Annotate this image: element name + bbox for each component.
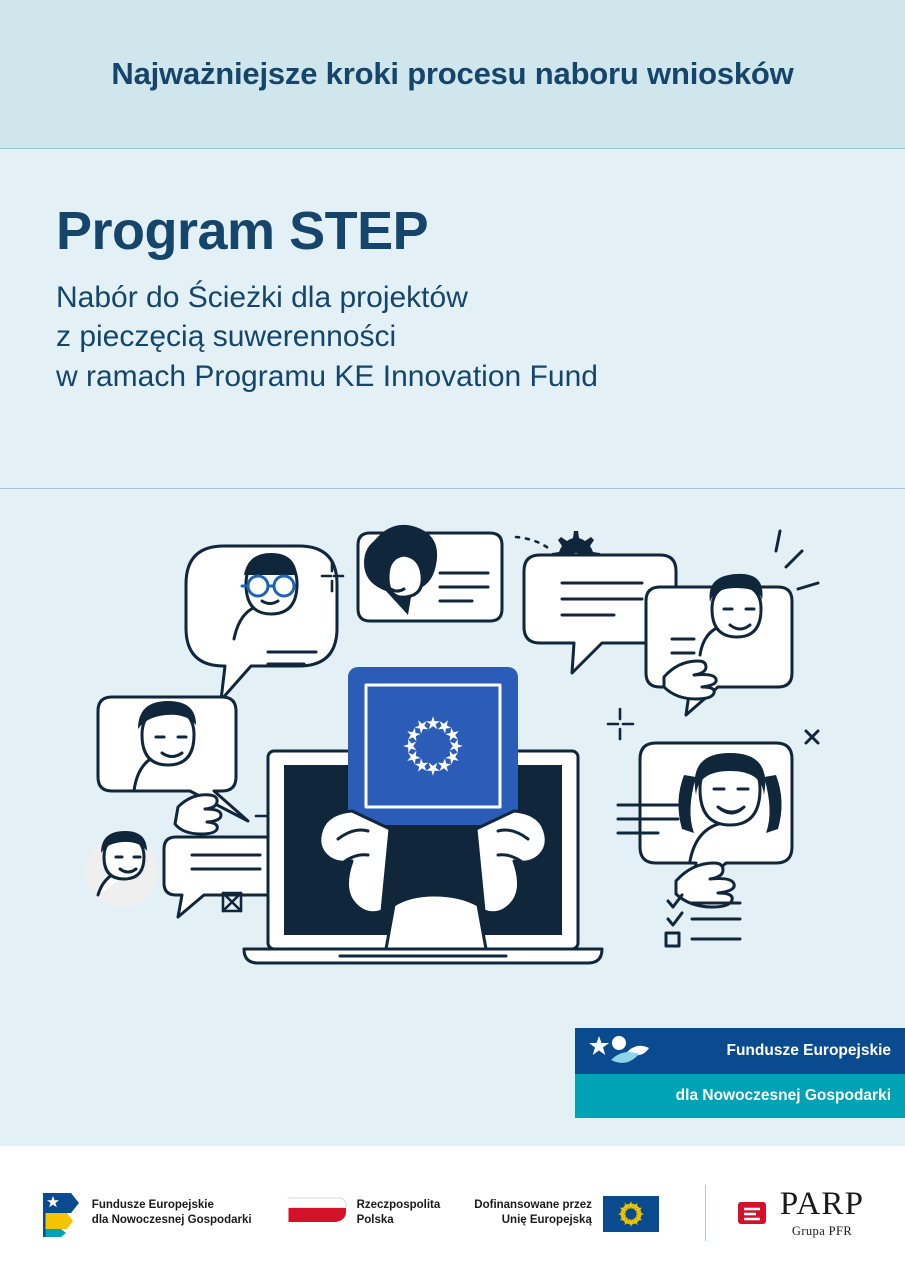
fe-badge-top	[575, 1028, 905, 1074]
footer-logo-bar	[0, 1146, 905, 1280]
rp-logo-line2: Polska	[356, 1214, 394, 1226]
subtitle-line-2: z pieczęcią suwerenności	[56, 320, 397, 354]
parp-logo	[736, 1185, 865, 1239]
polish-flag-icon	[286, 1192, 348, 1234]
page-title: Program STEP	[56, 201, 429, 261]
fe-stars-icon	[585, 1028, 659, 1074]
subtitle-line-3: w ramach Programu KE Innovation Fund	[56, 359, 598, 393]
ue-logo-text	[474, 1198, 592, 1228]
fe-logo-line1: Fundusze Europejskie	[91, 1198, 214, 1211]
rp-logo-line1: Rzeczpospolita	[356, 1198, 441, 1211]
fe-badge-line2: dla Nowoczesnej Gospodarki	[675, 1087, 891, 1104]
top-banner	[0, 0, 905, 148]
ue-logo-line1: Dofinansowane przez	[474, 1198, 592, 1211]
fe-logo-text	[92, 1198, 252, 1228]
rp-logo-text	[357, 1198, 441, 1228]
parp-text	[779, 1185, 865, 1239]
banner-title: Najważniejsze kroki procesu naboru wniosków	[111, 56, 794, 92]
subtitle-line-1: Nabór do Ścieżki dla projektów	[56, 280, 468, 314]
fundusze-europejskie-badge	[575, 1028, 905, 1118]
parp-mark-icon	[736, 1196, 770, 1230]
fundusze-europejskie-logo	[41, 1189, 252, 1237]
fe-flag-icon	[41, 1189, 83, 1237]
eu-flag-icon	[601, 1192, 661, 1234]
fe-badge-bottom	[575, 1074, 905, 1118]
parp-word: PARP	[779, 1185, 865, 1222]
illustration-area	[0, 489, 905, 1146]
footer-divider	[705, 1185, 706, 1241]
parp-subtitle: Grupa PFR	[791, 1223, 853, 1238]
unia-europejska-logo	[474, 1192, 661, 1234]
page-subtitle	[56, 278, 849, 397]
rzeczpospolita-polska-logo	[286, 1192, 441, 1234]
title-block	[0, 148, 905, 489]
fe-logo-line2: dla Nowoczesnej Gospodarki	[91, 1214, 252, 1226]
fe-badge-line1: Fundusze Europejskie	[726, 1042, 891, 1059]
ue-logo-line2: Unię Europejską	[501, 1214, 592, 1226]
